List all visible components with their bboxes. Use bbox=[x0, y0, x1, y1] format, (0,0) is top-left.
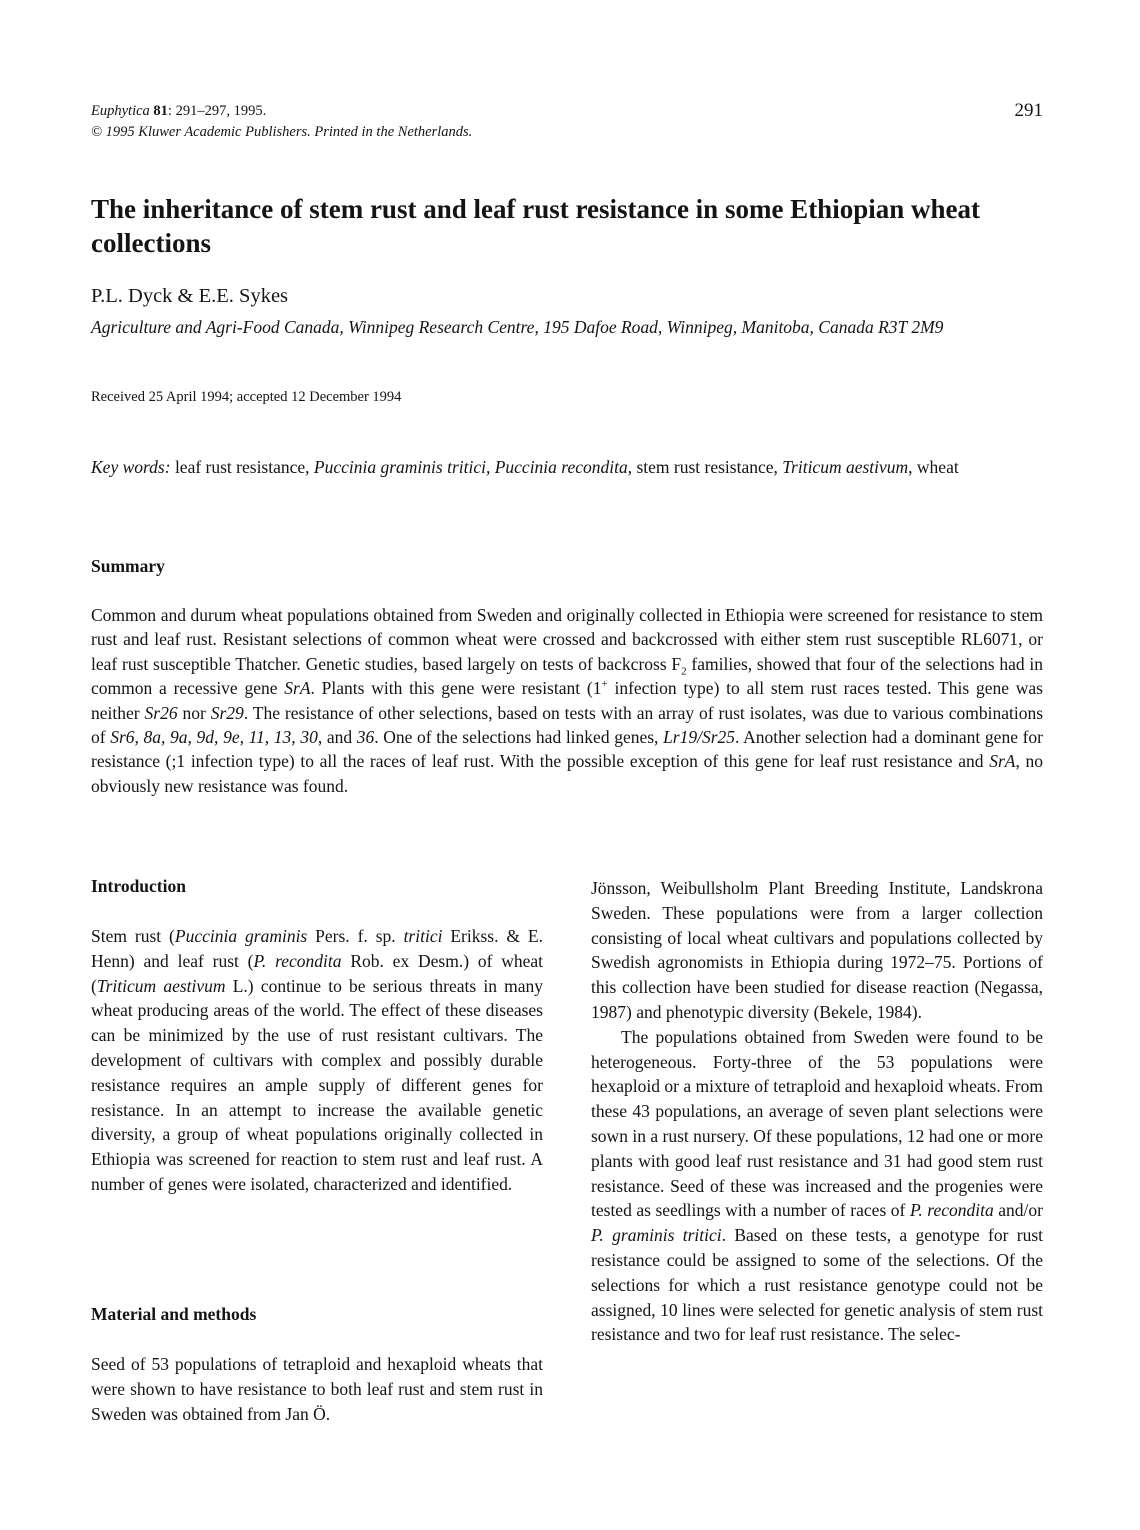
introduction-heading: Introduction bbox=[91, 876, 186, 896]
page-number: 291 bbox=[1014, 100, 1043, 121]
copyright-line: © 1995 Kluwer Academic Publishers. Printed in the Netherlands. bbox=[91, 124, 473, 140]
methods-text-left: Seed of 53 populations of tetraploid and hexaploid wheats that were shown to have resistance to both leaf rust and stem rust in Sweden was obtained from Jan Ö. bbox=[91, 1354, 543, 1424]
keywords: Key words: leaf rust resistance, Puccinia graminis tritici, Puccinia recondita, stem rust resistance, Triticum aestivum, wheat bbox=[91, 457, 959, 477]
methods-heading: Material and methods bbox=[91, 1304, 257, 1324]
running-header bbox=[91, 101, 472, 143]
affiliation: Agriculture and Agri-Food Canada, Winnipeg Research Centre, 195 Dafoe Road, Winnipeg, Manitoba, Canada R3T 2M9 bbox=[91, 317, 944, 337]
received-dates: Received 25 April 1994; accepted 12 December 1994 bbox=[91, 389, 402, 405]
summary-text: Common and durum wheat populations obtained from Sweden and originally collected in Ethiopia were screened for resistance to stem rust and leaf rust. Resistant selections of common wheat were crossed and backcrossed with either stem rust susceptible RL6071, or leaf rust susceptible Thatcher. Genetic studies, based largely on tests of backcross $F_2$ families, showed that four of the selections had in common a recessive gene SrA. Plants with this gene were resistant (1+ infection type) to all stem rust races tested. This gene was neither Sr26 nor Sr29. The resistance of other selections, based on tests with an array of rust isolates, was due to various combinations of Sr6, 8a, 9a, 9d, 9e, 11, 13, 30, and 36. One of the selections had linked genes, Lr19/Sr25. Another selection had a dominant gene for resistance (;1 infection type) to all the races of leaf rust. With the possible exception of this gene for leaf rust resistance and SrA, no obviously new resistance was found. bbox=[91, 605, 1044, 796]
citation-line: Euphytica 81: 291–297, 1995. bbox=[91, 103, 267, 119]
volume-number: 81 bbox=[153, 103, 168, 119]
summary-heading: Summary bbox=[91, 556, 165, 576]
methods-text-right: Jönsson, Weibullsholm Plant Breeding Institute, Landskrona Sweden. These populations were from a larger collection consisting of local wheat cultivars and populations collected by Swedish agronomists in Ethiopia during 1972–75. Portions of this collection have been studied for disease reaction (Negassa, 1987) and phenotypic diversity (Bekele, 1984). The populations obtained from Sweden were found to be heterogeneous. Forty-three of the 53 populations were hexaploid or a mixture of tetraploid and hexaploid wheats. From these 43 populations, an average of seven plant selections were sown in a rust nursery. Of these populations, 12 had one or more plants with good leaf rust resistance and 31 had good stem rust resistance. Seed of these was increased and the progenies were tested as seedlings with a number of races of P. recondita and/or P. graminis tritici. Based on these tests, a genotype for rust resistance could be assigned to some of the selections. Of the selections for which a rust resistance genotype could not be assigned, 10 lines were selected for genetic analysis of stem rust resistance and two for leaf rust resistance. The selec- bbox=[591, 878, 1044, 1345]
article-title: The inheritance of stem rust and leaf rust resistance in some Ethiopian wheat collections bbox=[91, 194, 980, 258]
authors: P.L. Dyck & E.E. Sykes bbox=[91, 285, 289, 307]
introduction-text: Stem rust (Puccinia graminis Pers. f. sp. tritici Erikss. & E. Henn) and leaf rust (P. recondita Rob. ex Desm.) of wheat (Triticum aestivum L.) continue to be serious threats in many wheat producing areas of the world. The effect of these diseases can be minimized by the use of rust resistant cultivars. The development of cultivars with complex and possibly durable resistance requires an ample supply of different genes for resistance. In an attempt to increase the available genetic diversity, a group of wheat populations originally collected in Ethiopia was screened for reaction to stem rust and leaf rust. A number of genes were isolated, characterized and identified. bbox=[91, 926, 544, 1194]
